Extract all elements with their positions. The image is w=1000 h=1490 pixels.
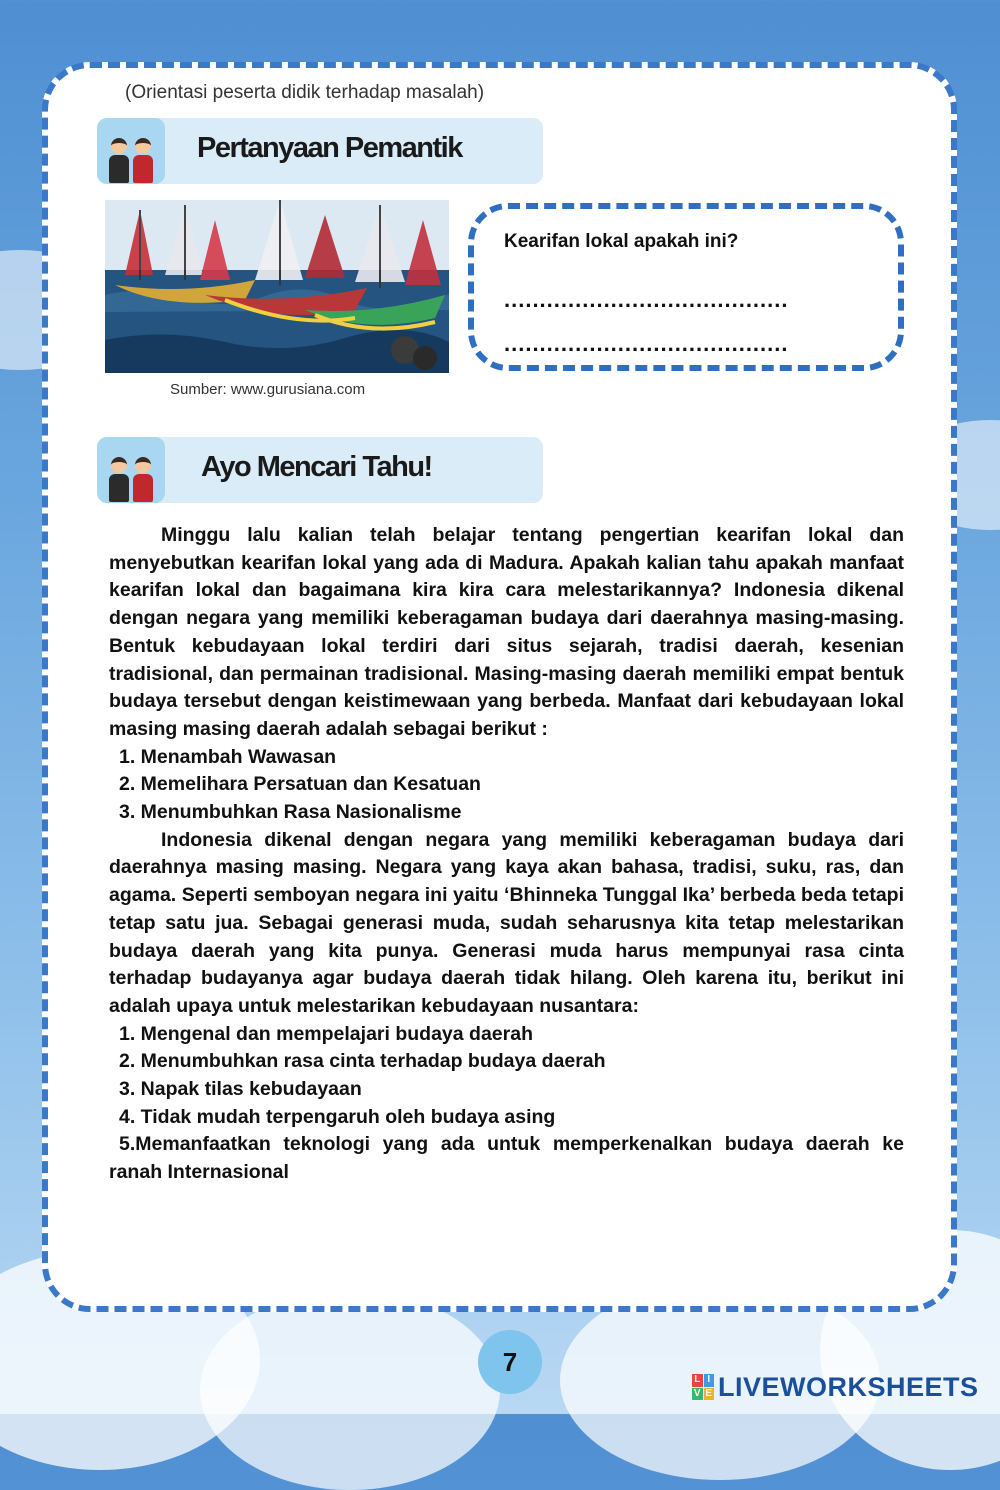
answer-line-1[interactable]: ........................................ (504, 287, 789, 312)
list-item: 3. Napak tilas kebudayaan (119, 1078, 362, 1101)
question-box (468, 203, 904, 371)
benefits-list (109, 744, 904, 827)
question-text: Kearifan lokal apakah ini? (504, 231, 739, 252)
list-item: 2. Memelihara Persatuan dan Kesatuan (119, 773, 481, 796)
list-item-last: 5.Memanfaatkan teknologi yang ada untuk memperkenalkan budaya daerah ke ranah Internasional (109, 1133, 904, 1184)
boat-festival-photo (105, 200, 449, 373)
preservation-list (109, 1021, 904, 1132)
reading-content (109, 522, 904, 1187)
list-item: 1. Mengenal dan mempelajari budaya daerah (119, 1022, 533, 1045)
list-item: 1. Menambah Wawasan (119, 745, 337, 768)
section-title: Ayo Mencari Tahu! (201, 451, 432, 483)
background-cloud (200, 1290, 500, 1490)
paragraph-1: Minggu lalu kalian telah belajar tentang pengertian kearifan lokal dan menyebutkan kearifan lokal yang ada di Madura. Apakah kalian tahu apakah manfaat kearifan lokal dan bagaimana kira kira cara melestarikannya? Indonesia dikenal dengan negara yang memiliki keberagaman budaya dari daerahnya masing-masing. Bentuk kebudayaan lokal terdiri dari situs sejarah, tradisi daerah, kesenian tradisional, dan permainan tradisional. Masing-masing daerah memiliki empat bentuk budaya tersebut dengan keistimewaan yang berbeda. Manfaat dari kebudayaan lokal masing masing daerah adalah sebagai berikut : (109, 524, 904, 740)
section-banner-pertanyaan (97, 118, 543, 184)
photo-caption: Sumber: www.gurusiana.com (170, 381, 366, 398)
kids-icon (97, 118, 165, 184)
section-banner-ayo (97, 437, 543, 503)
answer-line-2[interactable]: ........................................ (504, 331, 789, 356)
kids-icon (97, 437, 165, 503)
list-item: 3. Menumbuhkan Rasa Nasionalisme (119, 801, 462, 824)
liveworksheets-brand (692, 1371, 979, 1403)
liveworksheets-logo-icon: L I V E (693, 1374, 713, 1399)
section-title: Pertanyaan Pemantik (197, 132, 462, 164)
list-item: 4. Tidak mudah terpengaruh oleh budaya asing (119, 1105, 556, 1128)
page-number: 7 (478, 1330, 542, 1394)
brand-text: LIVEWORKSHEETS (718, 1371, 979, 1402)
boats-illustration (105, 200, 449, 373)
list-item: 2. Menumbuhkan rasa cinta terhadap budaya daerah (119, 1050, 606, 1073)
paragraph-2: Indonesia dikenal dengan negara yang memiliki keberagaman budaya dari daerahnya masing masing. Negara yang kaya akan bahasa, tradisi, suku, ras, dan agama. Seperti semboyan negara ini yaitu ‘Bhinneka Tunggal Ika’ berbeda beda tetapi tetap satu jua. Sebagai generasi muda, sudah seharusnya kita tetap melestarikan budaya daerah yang kita punya. Generasi muda harus mempunyai rasa cinta terhadap budayanya agar budaya daerah tidak hilang. Oleh karena itu, berikut ini adalah upaya untuk melestarikan kebudayaan nusantara: (109, 828, 904, 1017)
orientation-note: (Orientasi peserta didik terhadap masalah) (125, 82, 485, 103)
